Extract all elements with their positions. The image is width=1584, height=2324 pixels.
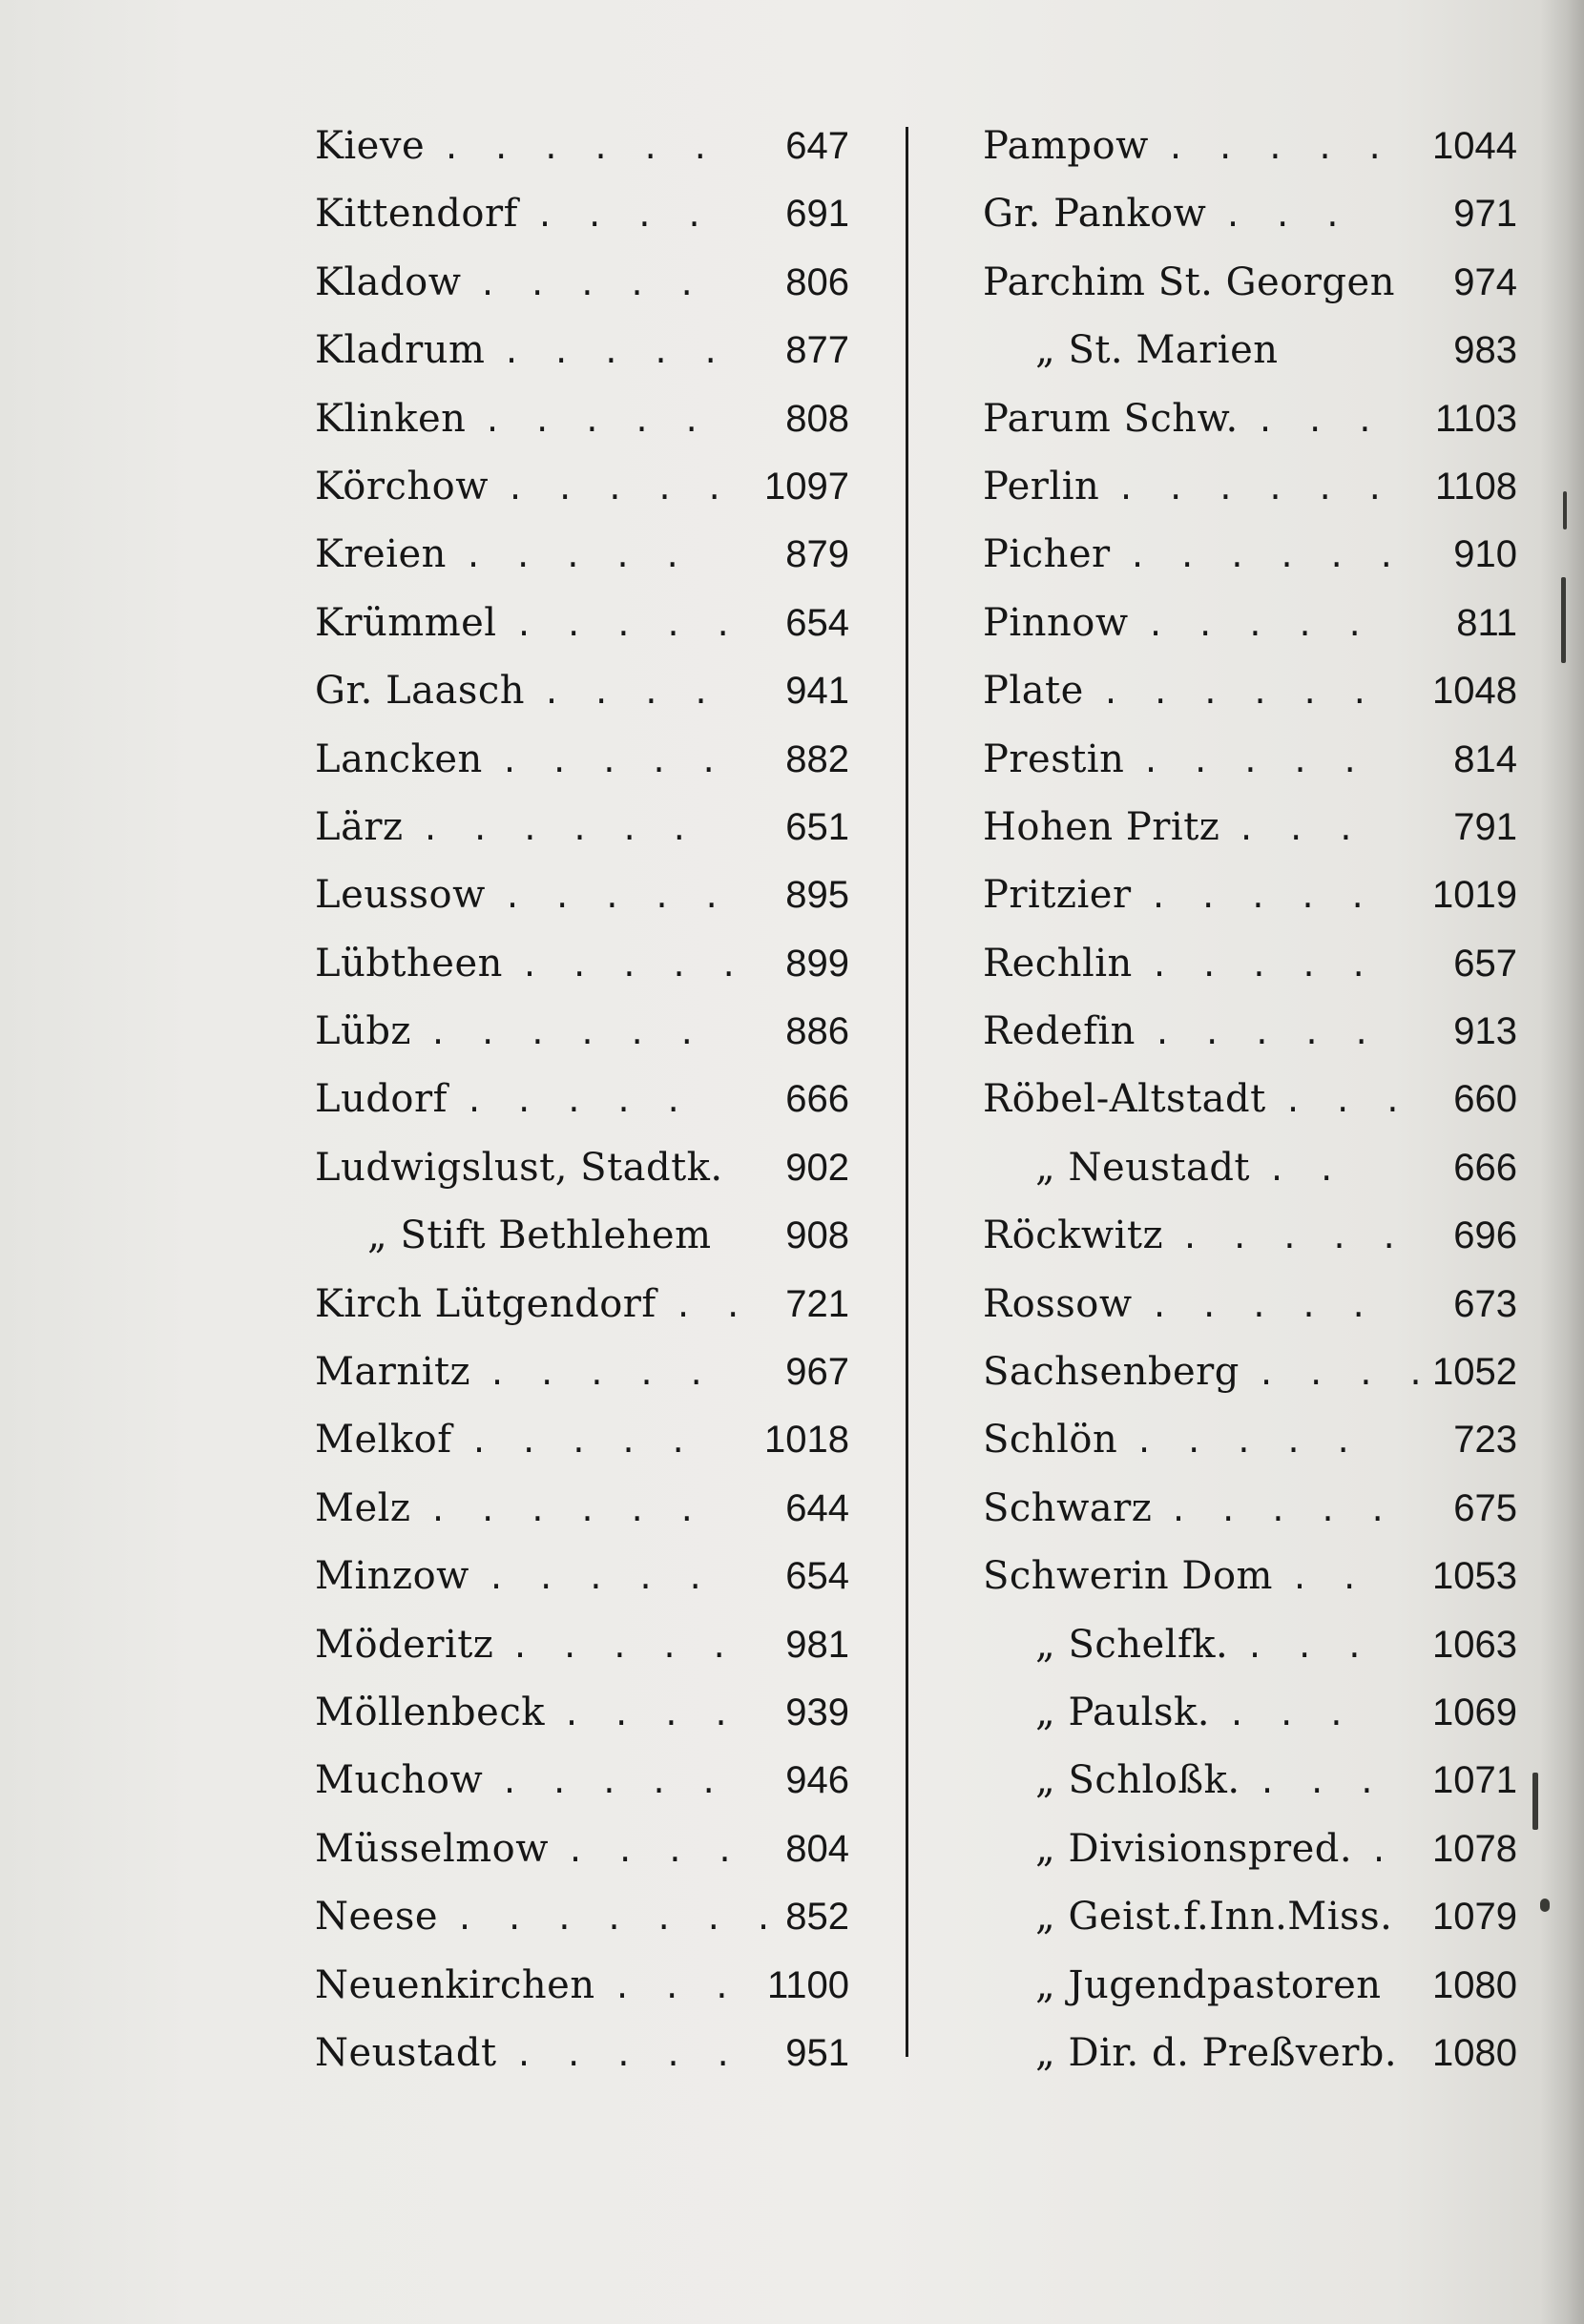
index-entry — [983, 385, 1517, 453]
entry-page-number: 654 — [785, 1555, 849, 1598]
leader-dots: . . . . . — [504, 1759, 728, 1802]
index-entry — [983, 249, 1517, 317]
index-entry — [315, 249, 849, 317]
entry-page-number: 1048 — [1432, 670, 1517, 713]
entry-name: Kladow — [315, 259, 462, 304]
entry-name: Lübz — [315, 1009, 412, 1054]
leader-dots: . . . — [616, 1963, 741, 2006]
leader-dots: . . . . . — [469, 1078, 693, 1121]
leader-dots: . . . . . — [1154, 942, 1378, 985]
column-divider — [906, 127, 908, 2057]
entry-name: „ Paulsk. — [1035, 1690, 1210, 1734]
leader-dots: . . . . . — [1184, 1214, 1408, 1257]
leader-dots: . . . — [1240, 805, 1365, 848]
entry-page-number: 967 — [785, 1351, 849, 1394]
entry-page-number: 1071 — [1432, 1759, 1517, 1802]
entry-name: Klinken — [315, 396, 467, 441]
leader-dots: . . . . . — [1138, 1419, 1363, 1462]
index-entry — [315, 113, 849, 180]
entry-page-number: 1079 — [1432, 1896, 1517, 1939]
leader-dots: . . . . . — [1157, 1010, 1381, 1053]
leader-dots: . . — [1271, 1146, 1346, 1189]
entry-page-number: 1103 — [1434, 397, 1517, 440]
leader-dots: . . . . . — [487, 397, 711, 440]
index-entry — [983, 113, 1517, 180]
leader-dots: . . . . . . — [1120, 465, 1394, 508]
entry-page-number: 1097 — [764, 465, 849, 508]
entry-name: Melkof — [315, 1418, 452, 1463]
entry-name: Schlön — [983, 1418, 1118, 1463]
entry-page-number: 721 — [785, 1282, 849, 1325]
entry-page-number: 1044 — [1432, 125, 1517, 167]
entry-page-number: 811 — [1456, 601, 1517, 644]
index-entry — [315, 1134, 849, 1202]
index-entry — [315, 1338, 849, 1406]
index-entry — [983, 590, 1517, 657]
leader-dots: . . . . . — [1154, 1282, 1378, 1325]
index-entry — [983, 180, 1517, 248]
leader-dots: . . . . — [570, 1827, 744, 1870]
entry-name: Picher — [983, 532, 1111, 577]
entry-page-number: 675 — [1453, 1486, 1517, 1529]
entry-name: Rossow — [983, 1281, 1133, 1326]
index-entry — [983, 998, 1517, 1066]
leader-dots: . . . . . — [524, 942, 748, 985]
entry-name: „ Schloßk. — [1035, 1758, 1240, 1803]
index-entry — [983, 1271, 1517, 1338]
entry-name: Röbel-Altstadt — [983, 1077, 1266, 1122]
entry-name: Perlin — [983, 464, 1100, 508]
entry-name: Marnitz — [315, 1350, 471, 1395]
entry-page-number: 691 — [785, 193, 849, 236]
entry-name: „ Divisionspred. — [1035, 1826, 1353, 1871]
leader-dots: . . . . . — [1150, 601, 1374, 644]
leader-dots: . . . — [1287, 1078, 1412, 1121]
entry-name: Müsselmow — [315, 1826, 549, 1871]
index-entry — [315, 726, 849, 794]
index-entry — [983, 1747, 1517, 1815]
entry-page-number: 877 — [785, 329, 849, 372]
entry-name: „ Stift Bethlehem — [367, 1214, 712, 1258]
entry-page-number: 895 — [785, 874, 849, 917]
index-column-left — [315, 113, 849, 2087]
leader-dots: . . . — [1249, 1623, 1374, 1666]
entry-name: Sachsenberg — [983, 1350, 1240, 1395]
entry-page-number: 644 — [785, 1486, 849, 1529]
index-entry — [315, 317, 849, 384]
leader-dots: . . . . . — [468, 533, 692, 576]
index-entry — [315, 1747, 849, 1815]
index-entry — [315, 1066, 849, 1133]
entry-name: Schwarz — [983, 1485, 1153, 1530]
entry-page-number: 651 — [785, 805, 849, 848]
entry-page-number: 666 — [1453, 1146, 1517, 1189]
index-entry — [983, 1679, 1517, 1747]
entry-page-number: 1018 — [764, 1419, 849, 1462]
leader-dots: . . . . . — [510, 465, 734, 508]
leader-dots: . . . . . . — [432, 1486, 706, 1529]
index-entry — [983, 794, 1517, 861]
entry-name: Ludwigslust, Stadtk. — [315, 1145, 723, 1190]
leader-dots: . . . . . — [482, 260, 706, 303]
entry-name: „ Geist.f.Inn.Miss. — [1035, 1895, 1393, 1940]
index-entry — [315, 1816, 849, 1883]
entry-page-number: 814 — [1453, 737, 1517, 780]
leader-dots: . . . — [1260, 397, 1385, 440]
index-entry — [983, 1816, 1517, 1883]
entry-page-number: 723 — [1453, 1419, 1517, 1462]
entry-page-number: 1053 — [1432, 1555, 1517, 1598]
index-entry — [315, 1883, 849, 1951]
entry-name: Körchow — [315, 464, 489, 508]
index-entry — [983, 1406, 1517, 1474]
entry-page-number: 696 — [1453, 1214, 1517, 1257]
index-entry — [983, 1543, 1517, 1610]
entry-name: Lancken — [315, 737, 483, 781]
entry-name: Parum Schw. — [983, 396, 1239, 441]
leader-dots: . . . — [1231, 1691, 1356, 1733]
leader-dots: . . . . . — [507, 874, 731, 917]
index-entry — [983, 2020, 1517, 2087]
entry-name: Redefin — [983, 1009, 1136, 1054]
entry-name: Möllenbeck — [315, 1690, 545, 1734]
leader-dots: . . . . . . — [432, 1010, 706, 1053]
entry-name: Kirch Lütgendorf — [315, 1281, 657, 1326]
scan-mark — [1561, 577, 1566, 663]
entry-name: Melz — [315, 1485, 411, 1530]
entry-name: Pritzier — [983, 873, 1132, 918]
entry-page-number: 666 — [785, 1078, 849, 1121]
entry-name: „ Neustadt — [1035, 1145, 1250, 1190]
leader-dots: . . . . . — [473, 1419, 698, 1462]
leader-dots: . . . . . — [490, 1555, 715, 1598]
scan-mark — [1540, 1899, 1550, 1912]
entry-name: Plate — [983, 669, 1084, 714]
index-entry — [983, 1475, 1517, 1543]
entry-page-number: 1078 — [1432, 1827, 1517, 1870]
leader-dots: . . . . . . . — [459, 1896, 783, 1939]
entry-page-number: 1052 — [1432, 1351, 1517, 1394]
index-entry — [315, 1475, 849, 1543]
leader-dots: . . . . . — [506, 329, 730, 372]
entry-name: „ Jugendpastoren — [1035, 1962, 1382, 2007]
leader-dots: . . . . . — [1170, 125, 1394, 167]
entry-page-number: 910 — [1453, 533, 1517, 576]
leader-dots: . . . . . — [1153, 874, 1377, 917]
entry-page-number: 983 — [1453, 329, 1517, 372]
index-entry — [315, 998, 849, 1066]
leader-dots: . . . — [1227, 193, 1352, 236]
entry-name: Neese — [315, 1895, 439, 1940]
entry-page-number: 974 — [1453, 260, 1517, 303]
entry-name: Leussow — [315, 873, 486, 918]
index-entry — [315, 453, 849, 521]
entry-page-number: 1080 — [1432, 1963, 1517, 2006]
index-entry — [983, 1066, 1517, 1133]
leader-dots: . . . . . — [518, 2031, 742, 2074]
entry-name: Lärz — [315, 804, 404, 849]
entry-name: Schwerin Dom — [983, 1554, 1273, 1599]
leader-dots: . . . — [1261, 1759, 1386, 1802]
leader-dots: . . . . . — [1173, 1486, 1397, 1529]
entry-page-number: 908 — [785, 1214, 849, 1257]
index-entry — [983, 1202, 1517, 1270]
index-entry — [983, 521, 1517, 589]
entry-name: Kladrum — [315, 328, 486, 373]
entry-name: Muchow — [315, 1758, 484, 1803]
entry-page-number: 806 — [785, 260, 849, 303]
entry-name: Lübtheen — [315, 941, 503, 986]
entry-name: „ Dir. d. Preßverb. — [1035, 2030, 1398, 2075]
index-entry — [315, 521, 849, 589]
entry-name: Möderitz — [315, 1622, 494, 1667]
entry-page-number: 852 — [785, 1896, 849, 1939]
entry-name: Neuenkirchen — [315, 1962, 595, 2007]
index-entry — [315, 590, 849, 657]
index-entry — [315, 1543, 849, 1610]
entry-page-number: 657 — [1453, 942, 1517, 985]
entry-name: Gr. Pankow — [983, 192, 1207, 237]
index-entry — [315, 1611, 849, 1679]
leader-dots: . . . . — [1261, 1351, 1435, 1394]
index-entry — [315, 930, 849, 998]
leader-dots: . . . . . — [514, 1623, 739, 1666]
index-entry — [315, 2020, 849, 2087]
index-entry — [315, 861, 849, 929]
entry-name: „ Schelfk. — [1035, 1622, 1229, 1667]
leader-dots: . — [1373, 1827, 1399, 1870]
entry-page-number: 1063 — [1432, 1623, 1517, 1666]
index-entry — [983, 317, 1517, 384]
entry-name: Rechlin — [983, 941, 1133, 986]
index-entry — [315, 657, 849, 725]
entry-page-number: 1069 — [1432, 1691, 1517, 1733]
entry-page-number: 902 — [785, 1146, 849, 1189]
entry-page-number: 882 — [785, 737, 849, 780]
scan-mark — [1563, 491, 1567, 529]
entry-page-number: 971 — [1453, 193, 1517, 236]
entry-name: Minzow — [315, 1554, 469, 1599]
entry-page-number: 804 — [785, 1827, 849, 1870]
index-entry — [983, 657, 1517, 725]
index-entry — [315, 385, 849, 453]
entry-name: Kittendorf — [315, 192, 518, 237]
entry-page-number: 791 — [1453, 805, 1517, 848]
leader-dots: . . — [1294, 1555, 1369, 1598]
leader-dots: . . . . . . — [1105, 670, 1379, 713]
entry-page-number: 879 — [785, 533, 849, 576]
index-entry — [315, 1952, 849, 2020]
leader-dots: . . . . — [566, 1691, 740, 1733]
entry-page-number: 939 — [785, 1691, 849, 1733]
page-edge-shadow — [1540, 0, 1584, 2324]
index-entry — [315, 180, 849, 248]
entry-page-number: 1019 — [1432, 874, 1517, 917]
leader-dots: . . . . — [539, 193, 714, 236]
index-entry — [315, 1679, 849, 1747]
entry-page-number: 673 — [1453, 1282, 1517, 1325]
index-entry — [983, 1952, 1517, 2020]
leader-dots: . . . . . — [491, 1351, 716, 1394]
entry-name: Kieve — [315, 124, 426, 168]
index-entry — [315, 1406, 849, 1474]
leader-dots: . . . . — [546, 670, 720, 713]
leader-dots: . . . . . — [1145, 737, 1369, 780]
index-entry — [315, 1271, 849, 1338]
entry-name: Pinnow — [983, 600, 1129, 645]
leader-dots: . . . . . . — [1132, 533, 1406, 576]
entry-name: Parchim St. Georgen — [983, 259, 1395, 304]
index-entry — [983, 930, 1517, 998]
entry-page-number: 951 — [785, 2031, 849, 2074]
leader-dots: . . . . . — [504, 737, 728, 780]
entry-page-number: 808 — [785, 397, 849, 440]
entry-name: Hohen Pritz — [983, 804, 1220, 849]
entry-page-number: 941 — [785, 670, 849, 713]
index-entry — [315, 1202, 849, 1270]
entry-page-number: 654 — [785, 601, 849, 644]
entry-page-number: 913 — [1453, 1010, 1517, 1053]
entry-page-number: 1100 — [766, 1963, 849, 2006]
index-entry — [983, 1338, 1517, 1406]
entry-page-number: 1108 — [1434, 465, 1517, 508]
scan-mark — [1532, 1773, 1538, 1830]
index-entry — [983, 861, 1517, 929]
entry-page-number: 647 — [785, 125, 849, 167]
entry-name: Ludorf — [315, 1077, 448, 1122]
leader-dots: . . . . . . — [425, 805, 698, 848]
index-column-right — [983, 113, 1517, 2087]
entry-name: Kreien — [315, 532, 447, 577]
entry-name: Gr. Laasch — [315, 669, 526, 714]
entry-page-number: 981 — [785, 1623, 849, 1666]
entry-name: „ St. Marien — [1035, 328, 1279, 373]
index-entry — [983, 453, 1517, 521]
entry-name: Prestin — [983, 737, 1125, 781]
entry-page-number: 899 — [785, 942, 849, 985]
leader-dots: . . — [677, 1282, 753, 1325]
leader-dots: . . . . . . — [446, 125, 719, 167]
index-entry — [983, 1134, 1517, 1202]
index-entry — [983, 1611, 1517, 1679]
index-entry — [983, 726, 1517, 794]
entry-name: Röckwitz — [983, 1214, 1164, 1258]
entry-name: Pampow — [983, 124, 1149, 168]
entry-page-number: 946 — [785, 1759, 849, 1802]
entry-page-number: 1080 — [1432, 2031, 1517, 2074]
entry-page-number: 660 — [1453, 1078, 1517, 1121]
entry-name: Neustadt — [315, 2030, 497, 2075]
entry-name: Krümmel — [315, 600, 497, 645]
index-entry — [315, 794, 849, 861]
leader-dots: . . . . . — [518, 601, 742, 644]
entry-page-number: 886 — [785, 1010, 849, 1053]
index-entry — [983, 1883, 1517, 1951]
